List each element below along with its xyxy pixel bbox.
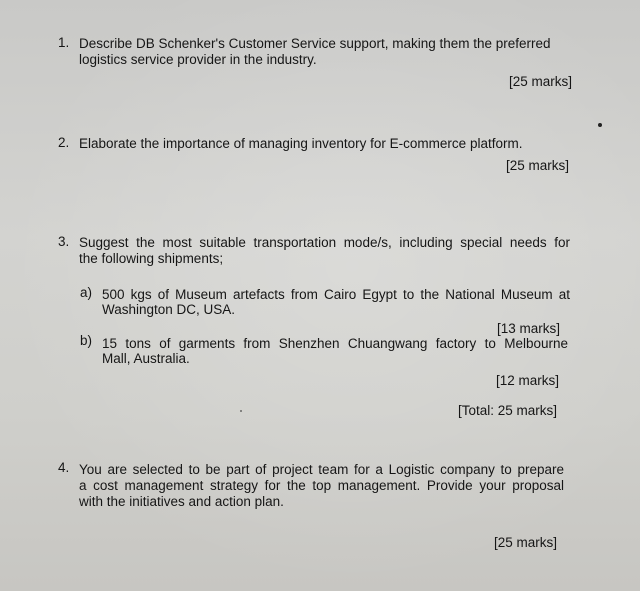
question-3-line-2: the following shipments; [79,251,224,266]
question-3-line-1: Suggest the most suitable transportation mode/s, including special needs for [79,235,570,250]
question-4-number: 4. [58,460,70,475]
question-4-line-3: with the initiatives and action plan. [79,494,284,509]
part-b-label: b) [80,333,93,348]
part-b-marks: [12 marks] [496,373,560,388]
ink-speck [598,123,602,127]
question-1-number: 1. [58,35,70,50]
question-3-number: 3. [58,234,70,249]
question-1-line-1: Describe DB Schenker's Customer Service support, making them the preferred [79,36,551,51]
question-2-line-1: Elaborate the importance of managing inventory for E-commerce platform. [79,136,523,151]
ink-speck [240,410,242,412]
question-2-marks: [25 marks] [506,158,570,173]
question-4-marks: [25 marks] [494,535,558,550]
question-1-marks: [25 marks] [509,74,573,89]
part-b-line-2: Mall, Australia. [102,351,190,366]
question-4-line-1: You are selected to be part of project team for a Logistic company to prepare [79,462,564,477]
part-a-label: a) [80,285,93,300]
part-a-line-1: 500 kgs of Museum artefacts from Cairo Egypt to the National Museum at [102,287,570,302]
part-a-marks: [13 marks] [497,321,561,336]
question-3-total: [Total: 25 marks] [458,403,558,418]
part-a-line-2: Washington DC, USA. [102,302,236,317]
question-2-number: 2. [58,135,70,150]
question-1-line-2: logistics service provider in the industry. [79,52,317,67]
question-4-line-2: a cost management strategy for the top management. Provide your proposal [79,478,564,493]
part-b-line-1: 15 tons of garments from Shenzhen Chuangwang factory to Melbourne [102,336,568,351]
